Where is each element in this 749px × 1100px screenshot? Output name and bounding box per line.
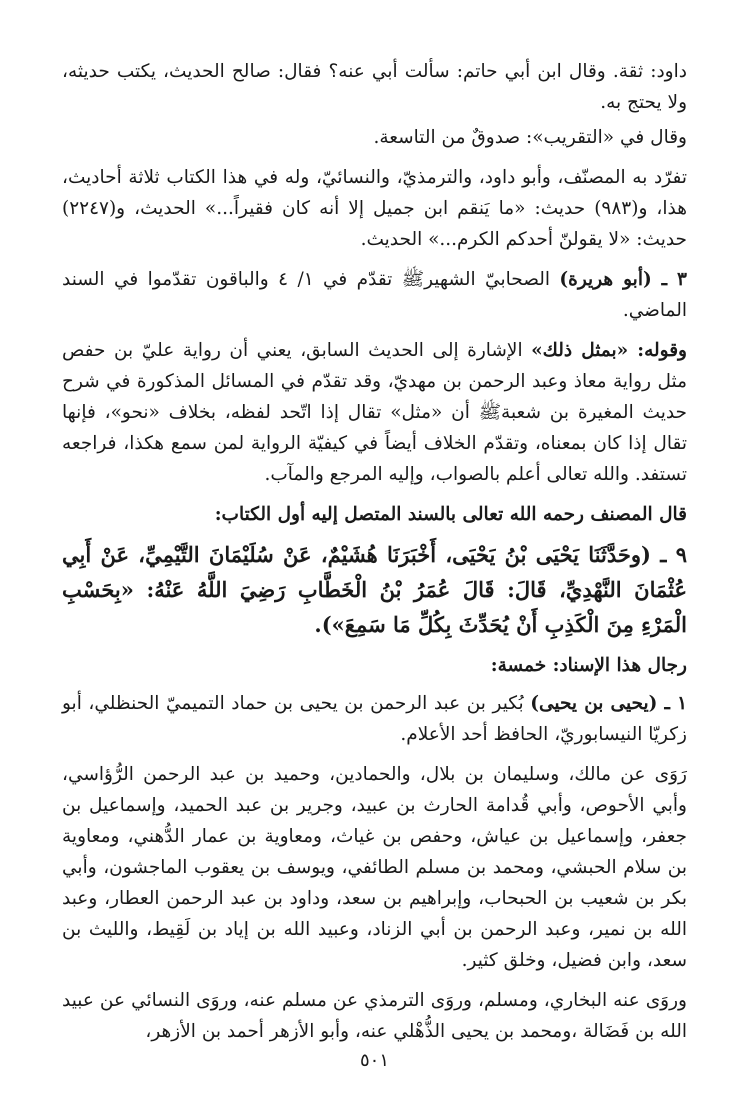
paragraph-hadith-count: تفرّد به المصنّف، وأبو داود، والترمذيّ، والنسائيّ، وله في هذا الكتاب ثلاثة أحاديث، هذا، و(٩٨٣) حديث: «ما يَنقم ابن جميل إلا أنه كان فقيراً...» الحديث، و(٢٢٤٧) حديث: «لا يقولنّ أحدكم الكرم...» الحديث. — [62, 167, 687, 250]
narrator-name-bold: ٣ ـ (أبو هريرة) — [559, 269, 687, 290]
paragraph-students: وروَى عنه البخاري، ومسلم، وروَى الترمذي عن مسلم عنه، وروَى النسائي عن عبيد الله بن فَضَالة ،ومحمد بن يحيى الذُّهْلي عنه، وأبو الأزهر أحمد بن الأزهر، — [62, 990, 687, 1042]
paragraph-narrator-note: داود: ثقة. وقال ابن أبي حاتم: سألت أبي عنه؟ فقال: صالح الحديث، يكتب حديثه، ولا يحتج به. — [62, 61, 687, 113]
paragraph-taqrib: وقال في «التقريب»: صدوقٌ من التاسعة. — [373, 127, 687, 148]
paragraph-teachers: رَوَى عن مالك، وسليمان بن بلال، والحمادين، وحميد بن عبد الرحمن الرُّؤاسي، وأبي الأحوص، وأبي قُدامة الحارث بن عبيد، وجرير بن عبد الحميد، وإسماعيل بن جعفر، وإسماعيل بن عياش، وحفص بن غياث، ومعاوية بن عمار الدُّهني، ومعاوية بن سلام الحبشي، ومحمد بن مسلم الطائفي، ويوسف بن يعقوب الماجشون، وأبي بكر بن شعيب بن الحبحاب، وإبراهيم بن سعد، وداود بن عبد الرحمن العطار، وعبد الله بن نمير، وعبد الرحمن بن أبي الزناد، وعبيد الله بن إياد بن لَقِيط، والليث بن سعد، وابن فضيل، وخلق كثير. — [62, 764, 687, 971]
paragraph-abu-hurayra — [62, 264, 687, 326]
commentary-lead-bold: وقوله: «بمثل ذلك» — [531, 340, 687, 361]
narrator-name-bold: ١ ـ (يحيى بن يحيى) — [530, 693, 687, 714]
section-heading-author: قال المصنف رحمه الله تعالى بالسند المتصل إليه أول الكتاب: — [214, 504, 687, 525]
narrator-description: بُكير بن عبد الرحمن بن يحيى بن حماد التميميّ الحنظلي، أبو زكريّا النيسابوريّ، الحافظ أحد الأعلام. — [62, 693, 687, 745]
paragraph-commentary — [62, 335, 687, 490]
commentary-text: الإشارة إلى الحديث السابق، يعني أن رواية عليّ بن حفص مثل رواية معاذ وعبد الرحمن بن مهديّ، وقد تقدّم في المسائل المذكورة في شرح حديث المغيرة بن شعبةﷺ أن «مثل» تقال إذا اتّحد لفظه، بخلاف «نحو»، فإنها تقال إذا كان بمعناه، وتقدّم الخلاف أيضاً في كيفيّة الرواية لمن سمع هكذا، فراجعه تستفد. والله تعالى أعلم بالصواب، وإليه المرجع والمآب. — [62, 340, 687, 485]
hadith-text: ٩ ـ (وحَدَّثَنَا يَحْيَى بْنُ يَحْيَى، أَخْبَرَنَا هُشَيْمٌ، عَنْ سُلَيْمَانَ التَّيْمِيِّ، عَنْ أَبِي عُثْمَانَ النَّهْدِيِّ، قَالَ: قَالَ عُمَرُ بْنُ الْخَطَّابِ رَضِيَ اللَّهُ عَنْهُ: «بِحَسْبِ الْمَرْءِ مِنَ الْكَذِبِ أَنْ يُحَدِّثَ بِكُلِّ مَا سَمِعَ»). — [62, 542, 687, 637]
section-heading-isnad: رجال هذا الإسناد: خمسة: — [490, 655, 687, 676]
page-number: ٥٠١ — [359, 1050, 389, 1071]
narrator-description: الصحابيّ الشهيرﷺ تقدّم في ١/ ٤ والباقون تقدّموا في السند الماضي. — [62, 269, 687, 321]
paragraph-yahya — [62, 688, 687, 750]
